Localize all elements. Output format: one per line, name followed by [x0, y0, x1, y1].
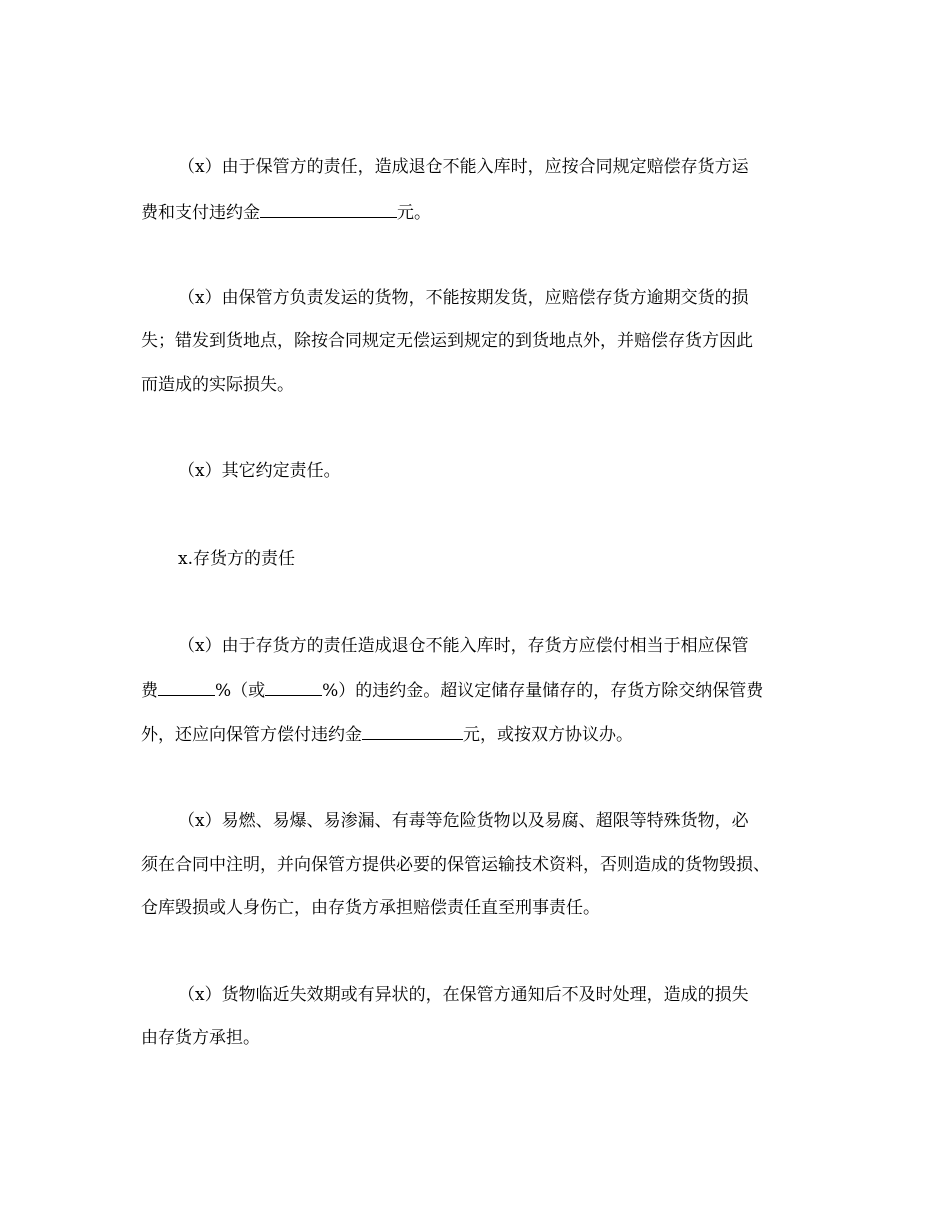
para-2-line-1: （x）由保管方负责发运的货物，不能按期发货，应赔偿存货方逾期交货的损: [178, 288, 749, 308]
para-5-line-1: （x）易燃、易爆、易渗漏、有毒等危险货物以及易腐、超限等特殊货物，必: [178, 811, 749, 831]
para-4-line-1: （x）由于存货方的责任造成退仓不能入库时，存货方应偿付相当于相应保管: [178, 636, 749, 656]
para-4-line-3-text-b: 元，或按双方协议办。: [463, 725, 633, 745]
para-4-line-3: [141, 724, 633, 744]
percent-blank-1: [158, 680, 215, 696]
amount-blank: [260, 202, 397, 218]
para-4-line-3-text-a: 外，还应向保管方偿付违约金: [141, 725, 362, 745]
penalty-blank: [362, 724, 463, 740]
para-1-line-2-text-a: 费和支付违约金: [141, 203, 260, 223]
para-6-line-1: （x）货物临近失效期或有异状的，在保管方通知后不及时处理，造成的损失: [178, 985, 749, 1005]
para-1-line-1: （x）由于保管方的责任，造成退仓不能入库时，应按合同规定赔偿存货方运: [178, 157, 749, 177]
para-4-line-2-text-a: 费: [141, 681, 158, 701]
para-1-line-2-text-b: 元。: [397, 203, 431, 223]
para-4-line-2-text-c: %）的违约金。超议定储存量储存的，存货方除交纳保管费: [322, 681, 764, 701]
para-5-line-3: 仓库毁损或人身伤亡，由存货方承担赔偿责任直至刑事责任。: [141, 898, 600, 918]
para-4-line-2-text-b: %（或: [215, 681, 266, 701]
para-2-line-3: 而造成的实际损失。: [141, 375, 294, 395]
para-2-line-2: 失；错发到货地点，除按合同规定无偿运到规定的到货地点外，并赔偿存货方因此: [141, 331, 753, 351]
para-6-line-2: 由存货方承担。: [141, 1028, 260, 1048]
para-4-line-2: [141, 680, 763, 700]
para-1-line-2: [141, 202, 431, 222]
percent-blank-2: [265, 680, 322, 696]
para-3-line-1: （x）其它约定责任。: [178, 461, 341, 481]
para-5-line-2: 须在合同中注明，并向保管方提供必要的保管运输技术资料，否则造成的货物毁损、: [141, 855, 770, 875]
section-heading: x.存货方的责任: [178, 549, 295, 569]
